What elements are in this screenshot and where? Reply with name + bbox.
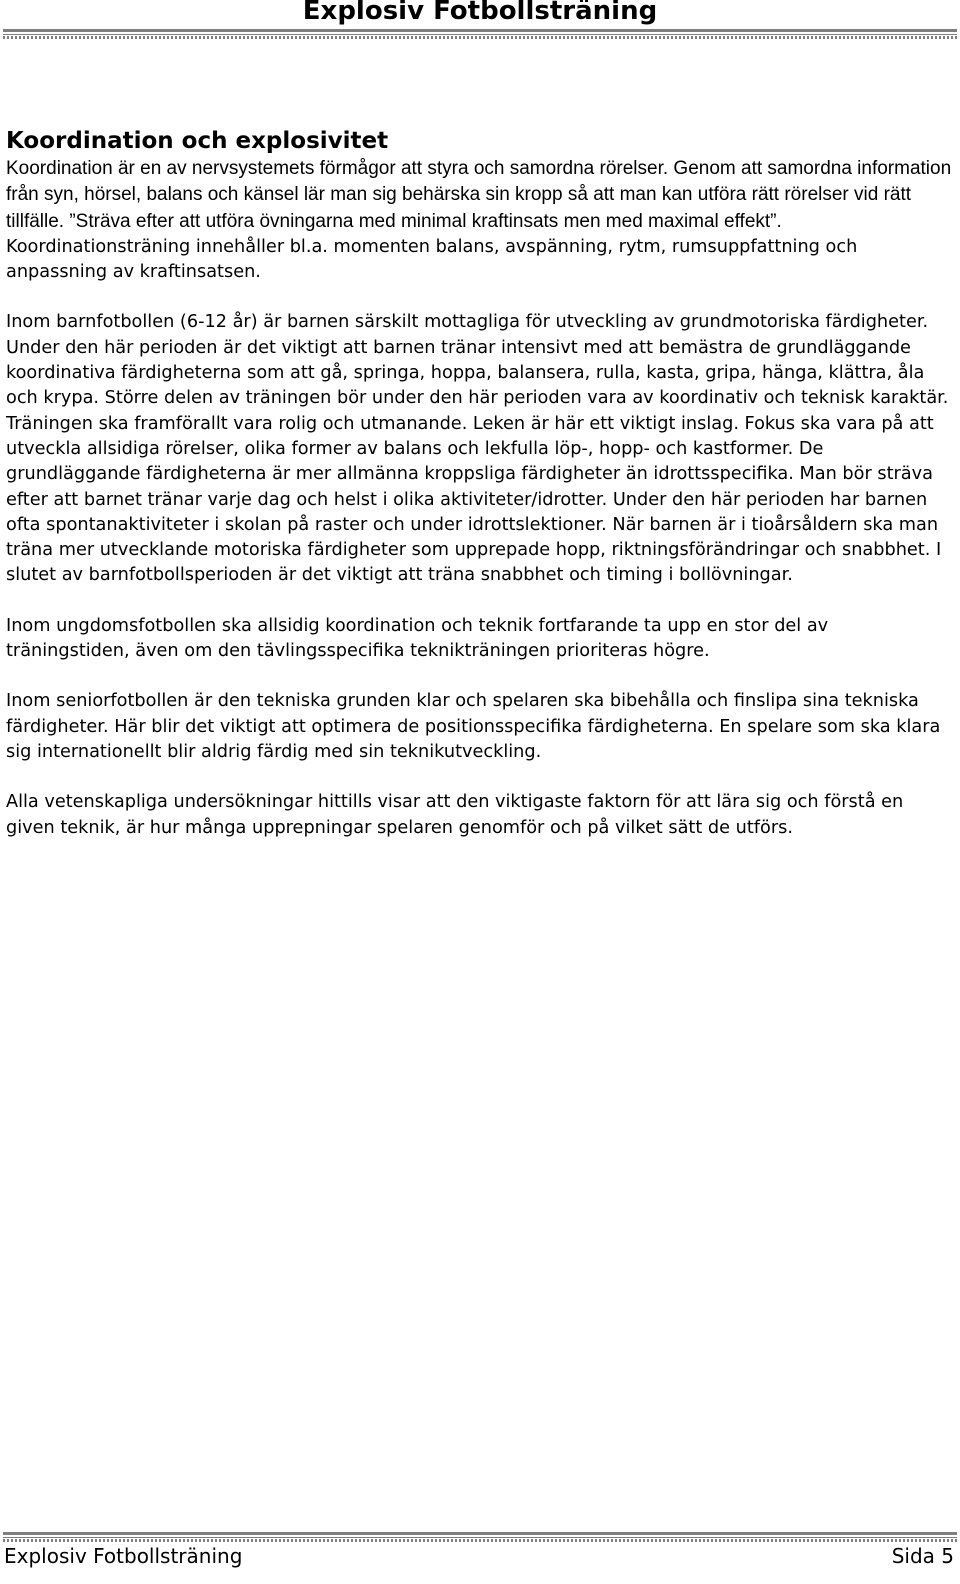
section-heading: Koordination och explosivitet [6, 128, 389, 154]
ungdom-paragraph: Inom ungdomsfotbollen ska allsidig koordination och teknik fortfarande ta upp en stor del av träningstiden, även om den tävlingsspecifika teknikträningen prioriteras högre. [6, 615, 829, 662]
senior-paragraph: Inom seniorfotbollen är den tekniska grunden klar och spelaren ska bibehålla och finslipa sina tekniska färdigheter. Här blir det viktigt att optimera de positionsspecifika färdigheterna. En spelare som ska klara sig internationellt blir aldrig färdig med sin teknikutveckling. [6, 691, 941, 762]
footer-title: Explosiv Fotbollsträning [4, 1544, 243, 1568]
intro-text-sans: Koordination är en av nervsystemets förmågor att styra och samordna rörelser. Genom att samordna information från syn, hörsel, balans och känsel lär man sig behärska sin kropp så att man kan utföra rätt rörelser vid rätt tillfälle. ”Sträva efter att utföra övningarna med minimal kraftinsats men med maximal effekt”. [6, 158, 952, 232]
barn-lead-paragraph: Inom barnfotbollen (6-12 år) är barnen särskilt mottagliga för utveckling av grundmotoriska färdigheter. [6, 312, 929, 333]
research-paragraph: Alla vetenskapliga undersökningar hittills visar att den viktigaste faktorn för att lära sig och förstå en given teknik, är hur många upprepningar spelaren genomför och på vilket sätt de utförs. [6, 792, 904, 838]
header-divider [3, 29, 957, 39]
page-number: Sida 5 [891, 1544, 954, 1568]
footer-divider [3, 1532, 957, 1542]
main-content [6, 126, 952, 841]
intro-text: Koordinationsträning innehåller bl.a. momenten balans, avspänning, rytm, rumsuppfattning och anpassning av kraftinsatsen. [6, 236, 858, 283]
page-header-title: Explosiv Fotbollsträning [302, 0, 658, 26]
barn-body-paragraph: Under den här perioden är det viktigt att barnen tränar intensivt med att bemästra de grundläggande koordinativa färdigheterna som att gå, springa, hoppa, balansera, rulla, kasta, gripa, hänga, klättra, åla och krypa. Större delen av träningen bör under den här perioden vara av koordinativ och teknisk karaktär. Träningen ska framförallt vara rolig och utmanande. Leken är här ett viktigt inslag. Fokus ska vara på att utveckla allsidiga rörelser, olika former av balans och lekfulla löp-, hopp- och kastformer. De grundläggande färdigheterna är mer allmänna kroppsliga färdigheter än idrottsspecifika. Man bör sträva efter att barnet tränar varje dag och helst i olika aktiviteter/idrotter. Under den här perioden har barnen ofta spontanaktiviteter i skolan på raster och under idrottslektioner. När barnen är i tioårsåldern ska man träna mer utvecklande motoriska färdigheter som upprepade hopp, riktningsförändringar och snabbhet. I slutet av barnfotbollsperioden är det viktigt att träna snabbhet och timing i bollövningar. [6, 337, 949, 586]
intro-paragraph [6, 156, 952, 285]
